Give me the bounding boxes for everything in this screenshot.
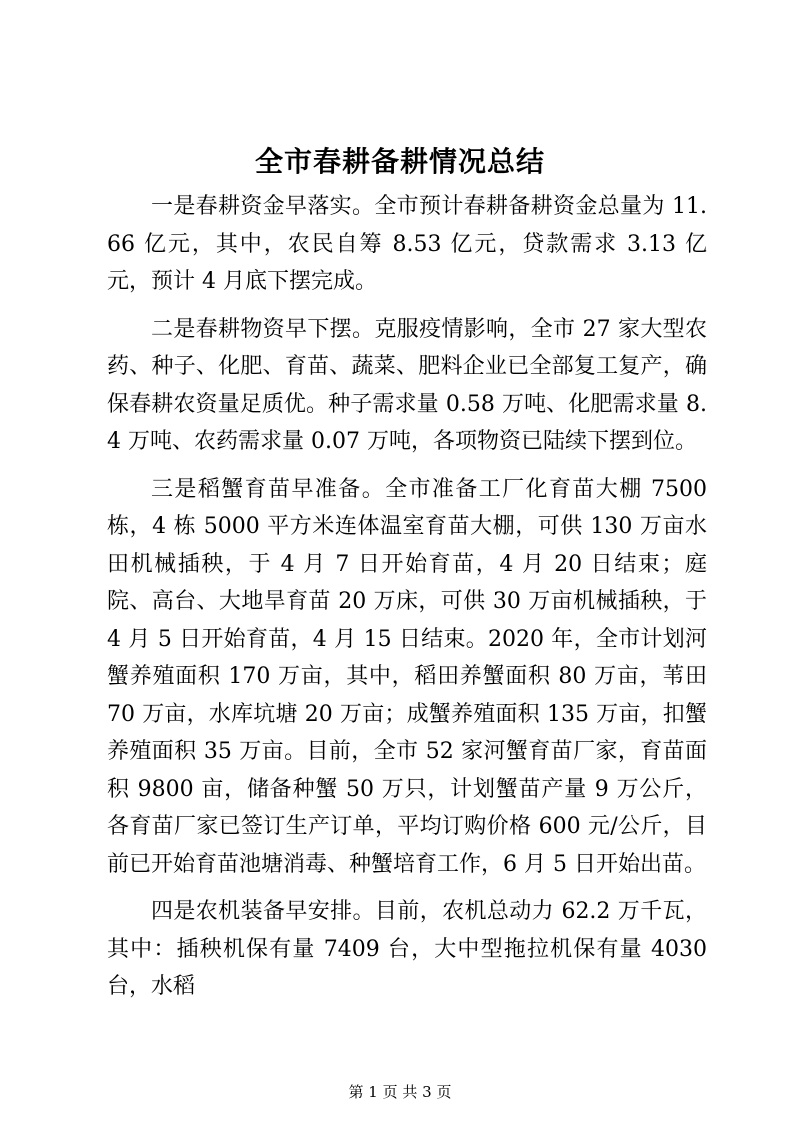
page-number-footer: 第 1 页 共 3 页 <box>348 1083 452 1101</box>
paragraph-machinery: 四是农机装备早安排。目前，农机总动力 62.2 万千瓦，其中：插秧机保有量 7409 台，大中型拖拉机保有量 4030 台，水稻 <box>107 899 707 999</box>
paragraph-spacer <box>107 883 707 893</box>
paragraph-spacer <box>107 461 707 471</box>
document-body <box>107 188 707 1006</box>
document-title: 全市春耕备耕情况总结 <box>254 145 545 178</box>
paragraph-funding: 一是春耕资金早落实。全市预计春耕备耕资金总量为 11.66 亿元，其中，农民自筹 8.53 亿元，贷款需求 3.13 亿元，预计 4 月底下摆完成。 <box>107 194 707 294</box>
paragraph-supplies: 二是春耕物资早下摆。克服疫情影响，全市 27 家大型农药、种子、化肥、育苗、蔬菜、肥料企业已全部复工复产，确保春耕农资量足质优。种子需求量 0.58 万吨、化肥需求量 8.4 万吨、农药需求量 0.07 万吨，各项物资已陆续下摆到位。 <box>107 316 707 454</box>
paragraph-seedlings: 三是稻蟹育苗早准备。全市准备工厂化育苗大棚 7500 栋，4 栋 5000 平方米连体温室育苗大棚，可供 130 万亩水田机械插秧，于 4 月 7 日开始育苗，4 月 20 日结束；庭院、高台、大地旱育苗 20 万床，可供 30 万亩机械插秧，于 4 月 5 日开始育苗，4 月 15 日结束。2020 年，全市计划河蟹养殖面积 170 万亩，其中，稻田养蟹面积 80 万亩，苇田 70 万亩，水库坑塘 20 万亩；成蟹养殖面积 135 万亩，扣蟹养殖面积 35 万亩。目前，全市 52 家河蟹育苗厂家，育苗面积 9800 亩，储备种蟹 50 万只，计划蟹苗产量 9 万公斤，各育苗厂家已签订生产订单，平均订购价格 600 元/公斤，目前已开始育苗池塘消毒、种蟹培育工作，6 月 5 日开始出苗。 <box>107 476 707 877</box>
paragraph-spacer <box>107 301 707 311</box>
